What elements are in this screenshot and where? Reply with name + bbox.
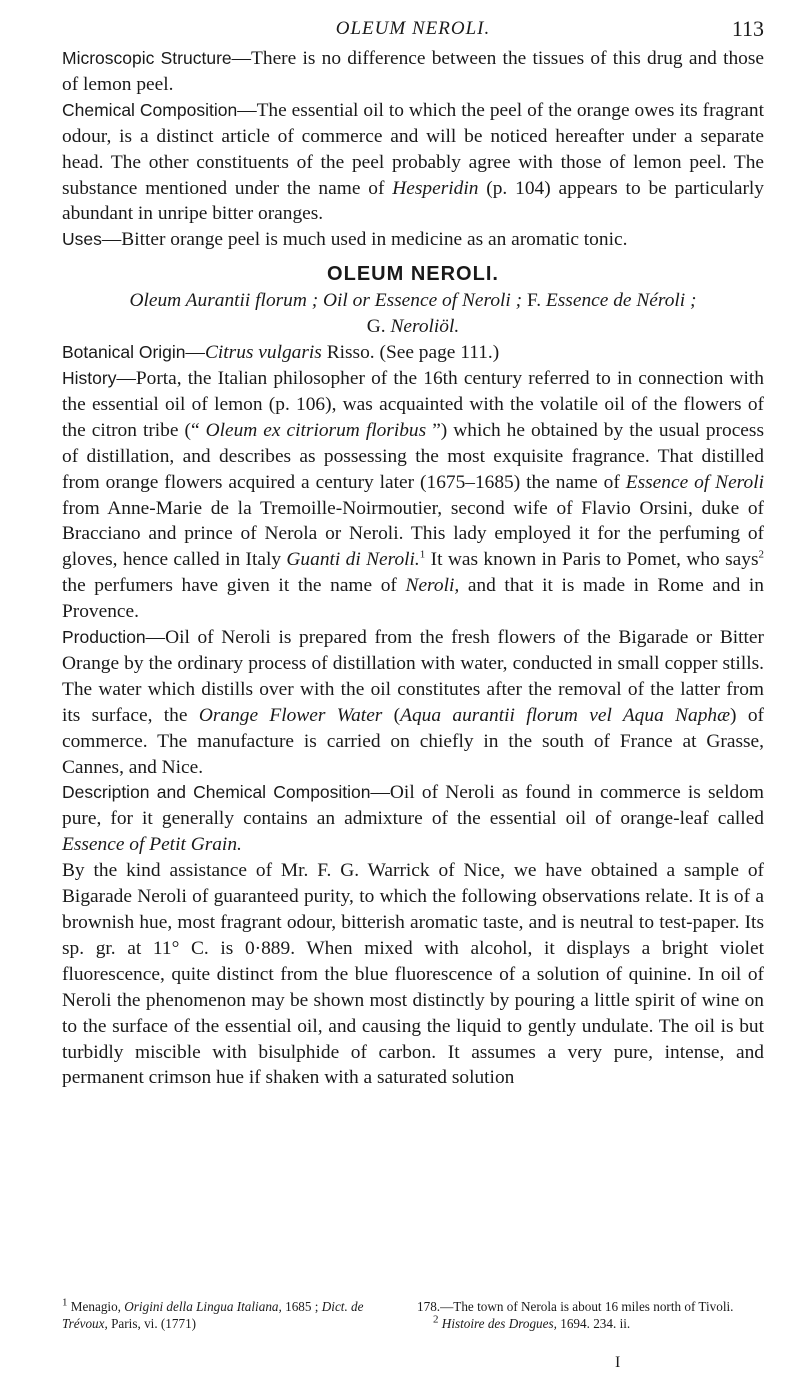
footnote-1: $^1$ Menagio, Origini della Lingua Italiana, 1685 ; Dict. de Trévoux, Paris, vi. (1771) — [62, 1296, 364, 1331]
paragraph-botanical-origin: Botanical Origin—Citrus vulgaris Risso. (See page 111.) — [62, 342, 500, 364]
heading-chemical-composition: Chemical Composition — [62, 99, 238, 120]
heading-botanical-origin: Botanical Origin — [62, 342, 186, 363]
page-body — [62, 14, 764, 1091]
paragraph-chemical-composition: Chemical Composition—The essential oil to which the peel of the orange owes its fragrant odour, is a distinct article of commerce and will be noticed hereafter under a separate head. The other constituents of the peel probably agree with those of lemon peel. The substance mentioned under the name of Hesperidin (p. 104) appears to be particularly abundant in unripe bitter oranges. — [62, 99, 764, 225]
footnote-2: $^2$ Histoire des Drogues, 1694. 234. ii. — [433, 1313, 631, 1331]
footnote-ref-1: 1 — [419, 548, 426, 561]
heading-microscopic-structure: Microscopic Structure — [62, 48, 232, 68]
paragraph-warrick-sample: By the kind assistance of Mr. F. G. Warrick of Nice, we have obtained a sample of Bigarade Neroli of guaranteed purity, to which the following observations relate. It is of a brownish hue, most fragrant odour, bitterish aromatic taste, and is neutral to test-paper. Its sp. gr. at 11° C. is 0·889. When mixed with alcohol, it displays a bright violet fluorescence, quite distinct from the blue fluorescence of a solution of quinine. In oil of Neroli the phenomenon may be shown most distinctly by pouring a little spirit of wine on to the surface of the essential oil, and causing the liquid to gently undulate. The oil is but turbidly miscible with bisulphide of carbon. It assumes a very pure, intense, and permanent crimson hue if shaken with a saturated solution — [62, 860, 764, 1089]
heading-history: History — [62, 367, 117, 388]
footnote-column-right — [417, 1298, 757, 1332]
page-header — [62, 14, 764, 46]
footnote-1-continued: 178.—The town of Nerola is about 16 miles north of Tivoli. — [417, 1299, 734, 1314]
paragraph-microscopic-structure: Microscopic Structure—There is no difference between the tissues of this drug and those of lemon peel. — [62, 48, 764, 95]
footnote-ref-2: 2 — [758, 548, 765, 561]
heading-uses: Uses — [62, 229, 102, 250]
synonyms-line: Oleum Aurantii florum ; Oil or Essence of Neroli ; F. Essence de Néroli ; G. Neroliöl. — [129, 290, 697, 338]
running-title: OLEUM NEROLI. — [335, 18, 491, 39]
paragraph-history: History—Porta, the Italian philosopher of the 16th century referred to in connection with the essential oil of lemon (p. 106), was acquainted with the volatile oil of the flowers of the citron tribe (“ Oleum ex citriorum floribus ”) which he obtained by the usual process of distillation, and describes as possessing the most exquisite fragrance. That distilled from orange flowers acquired a century later (1675–1685) the name of Essence of Neroli from Anne-Marie de la Tremoille-Noirmoutier, second wife of Flavio Orsini, duke of Bracciano and prince of Nerola or Neroli. This lady employed it for the perfuming of gloves, hence called in Italy Guanti di Neroli.$^1$ It was known in Paris to Pomet, who says$^2$ the perfumers have given it the name of Neroli, and that it is made in Rome and in Provence. — [62, 367, 765, 623]
section-title: OLEUM NEROLI. — [327, 263, 499, 286]
heading-production: Production — [62, 627, 146, 648]
paragraph-production: Production—Oil of Neroli is prepared from the fresh flowers of the Bigarade or Bitter Orange by the ordinary process of distillation with water, conducted in small copper stills. The water which distills over with the oil constitutes after the removal of the latter from its surface, the Orange Flower Water (Aqua aurantii florum vel Aqua Naphæ) of commerce. The manufacture is carried on chiefly in the south of France at Grasse, Cannes, and Nice. — [62, 627, 764, 778]
heading-description: Description and Chemical Composition — [62, 782, 371, 803]
paragraph-uses: Uses—Bitter orange peel is much used in medicine as an aromatic tonic. — [62, 229, 628, 251]
page-number: 113 — [731, 16, 764, 41]
paragraph-description: Description and Chemical Composition—Oil of Neroli as found in commerce is seldom pure, for it generally contains an admixture of the essential oil of orange-leaf called Essence of Petit Grain. — [62, 782, 764, 856]
signature-mark: I — [615, 1354, 621, 1371]
